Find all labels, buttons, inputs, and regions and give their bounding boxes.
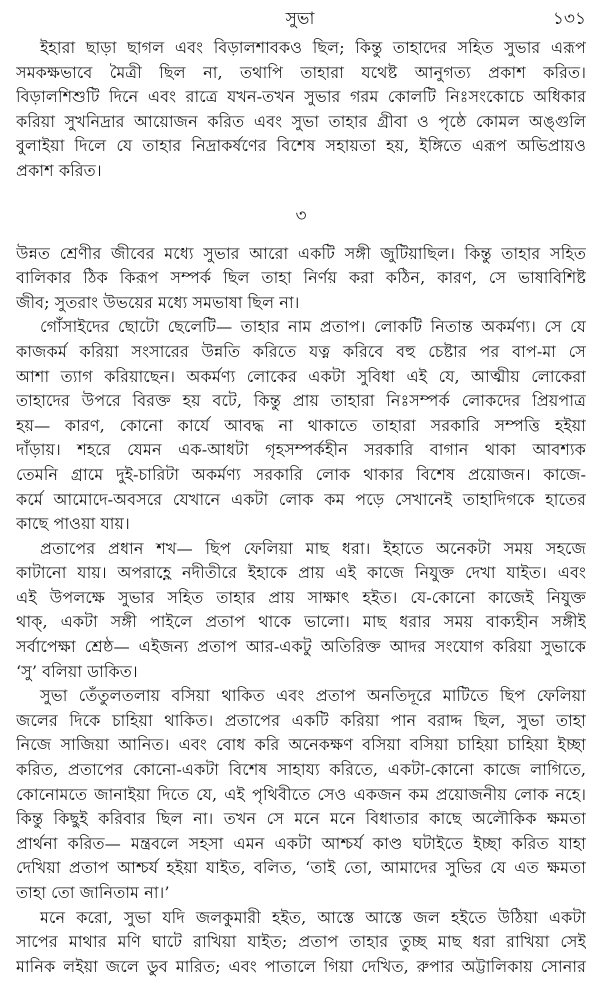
text-line: প্রতাপের প্রধান শখ— ছিপ ফেলিয়া মাছ ধরা। ইহাতে অনেকটা সময় সহজে xyxy=(40,538,586,558)
text-line: প্রকাশ করিত। xyxy=(16,160,102,180)
text-line: জলের দিকে চাহিয়া থাকিত। প্রতাপের একটি করিয়া পান বরাদ্দ ছিল, সুভা তাহা xyxy=(16,710,586,730)
paragraph xyxy=(16,906,586,980)
section-number: ৩ xyxy=(295,205,307,226)
text-line: কাটানো যায়। অপরাহ্ণে নদীতীরে ইহাকে প্রায় এই কাজে নিযুক্ত দেখা যাইত। এবং xyxy=(16,563,586,583)
text-line: সাপের মাথার মণি ঘাটে রাখিয়া যাইত; প্রতাপ তাহার তুচ্ছ মাছ ধরা রাখিয়া সেই xyxy=(16,932,586,952)
text-line: দাঁড়ায়। শহরে যেমন এক-আধটা গৃহসম্পর্কহীন সরকারি বাগান থাকা আবশ্যক xyxy=(16,440,586,460)
text-line: প্রার্থনা করিত— মন্ত্রবলে সহসা এমন একটা আশ্চর্য কাণ্ড ঘটাইতে ইচ্ছা করিত যাহা xyxy=(16,833,586,853)
text-line: কর্মে আমোদে-অবসরে যেখানে একটা লোক কম পড়ে সেখানেই তাহাদিগকে হাতের xyxy=(16,489,586,509)
text-line: সর্বাপেক্ষা শ্রেষ্ঠ— এইজন্য প্রতাপ আর-একটু অতিরিক্ত আদর সংযোগ করিয়া সুভাকে xyxy=(16,637,586,657)
text-line: নিজে সাজিয়া আনিত। এবং বোধ করি অনেকক্ষণ বসিয়া বসিয়া চাহিয়া চাহিয়া ইচ্ছা xyxy=(16,735,586,755)
paragraph xyxy=(16,537,586,685)
paragraph xyxy=(16,36,586,184)
text-line: আশা ত্যাগ করিয়াছেন। অকর্মণ্য লোকের একটা সুবিধা এই যে, আত্মীয় লোকেরা xyxy=(16,366,586,386)
text-line: হয়— কারণ, কোনো কার্যে আবদ্ধ না থাকাতে তাহারা সরকারি সম্পত্তি হইয়া xyxy=(16,415,586,435)
text-line: জীব; সুতরাং উভয়ের মধ্যে সমভাষা ছিল না। xyxy=(16,292,300,312)
text-line: বালিকার ঠিক কিরূপ সম্পর্ক ছিল তাহা নির্ণয় করা কঠিন, কারণ, সে ভাষাবিশিষ্ট xyxy=(16,268,586,288)
page-header xyxy=(0,0,600,36)
paragraph xyxy=(16,684,586,905)
running-title: সুভা xyxy=(285,9,315,29)
text-line: কোনোমতে জানাইয়া দিতে যে, এই পৃথিবীতে সেও একজন কম প্রয়োজনীয় লোক নহে। xyxy=(16,784,586,804)
text-line: উন্নত শ্রেণীর জীবের মধ্যে সুভার আরো একটি সঙ্গী জুটিয়াছিল। কিন্তু তাহার সহিত xyxy=(16,243,586,263)
text-line: দেখিয়া প্রতাপ আশ্চর্য হইয়া যাইত, বলিত, ‘তাই তো, আমাদের সুভির যে এত ক্ষমতা xyxy=(16,858,586,878)
text-line: কিন্তু কিছুই করিবার ছিল না। তখন সে মনে মনে বিধাতার কাছে অলৌকিক ক্ষমতা xyxy=(16,809,586,829)
text-line: থাক্, একটা সঙ্গী পাইলে প্রতাপ থাকে ভালো। মাছ ধরার সময় বাক্যহীন সঙ্গীই xyxy=(16,612,586,632)
text-line: করিত, প্রতাপের কোনো-একটা বিশেষ সাহায্য করিতে, একটা-কোনো কাজে লাগিতে, xyxy=(16,760,586,780)
text-line: মানিক লইয়া জলে ডুব মারিত; এবং পাতালে গিয়া দেখিত, রুপার অট্টালিকায় সোনার xyxy=(16,956,586,976)
text-line: বিড়ালশিশুটি দিনে এবং রাত্রে যখন-তখন সুভার গরম কোলটি নিঃসংকোচে অধিকার xyxy=(16,87,586,107)
page-number: ১৩১ xyxy=(552,9,586,29)
text-line: গোঁসাইদের ছোটো ছেলেটি— তাহার নাম প্রতাপ। লোকটি নিতান্ত অকর্মণ্য। সে যে xyxy=(40,317,586,337)
text-line: সুভা তেঁতুলতলায় বসিয়া থাকিত এবং প্রতাপ অনতিদূরে মাটিতে ছিপ ফেলিয়া xyxy=(40,686,586,706)
text-line: তাহাদের উপরে বিরক্ত হয় বটে, কিন্তু প্রায় তাহারা নিঃসম্পর্ক লোকদের প্রিয়পাত্র xyxy=(16,391,586,411)
paragraph xyxy=(16,242,586,316)
text-line: বুলাইয়া দিলে যে তাহার নিদ্রাকর্ষণের বিশেষ সহায়তা হয়, ইঙ্গিতে এরূপ অভিপ্রায়ও xyxy=(16,136,586,156)
text-line: ইহারা ছাড়া ছাগল এবং বিড়ালশাবকও ছিল; কিন্তু তাহাদের সহিত সুভার এরূপ xyxy=(40,38,586,57)
text-line: এই উপলক্ষে সুভার সহিত তাহার প্রায় সাক্ষাৎ হইত। যে-কোনো কাজেই নিযুক্ত xyxy=(16,587,586,607)
page-body xyxy=(0,36,600,979)
text-line: তাহা তো জানিতাম না।’ xyxy=(16,883,170,902)
paragraph xyxy=(16,315,586,536)
text-line: করিয়া সুখনিদ্রার আয়োজন করিত এবং সুভা তাহার গ্রীবা ও পৃষ্ঠে কোমল অঙ্গুলি xyxy=(16,111,586,131)
text-line: কাছে পাওয়া যায়। xyxy=(16,514,130,534)
text-line: মনে করো, সুভা যদি জলকুমারী হইত, আস্তে আস্তে জল হইতে উঠিয়া একটা xyxy=(40,907,586,927)
text-line: সমকক্ষভাবে মৈত্রী ছিল না, তথাপি তাহারা যথেষ্ট আনুগত্য প্রকাশ করিত। xyxy=(16,62,586,82)
text-line: কাজকর্ম করিয়া সংসারের উন্নতি করিতে যত্ন করিবে বহু চেষ্টার পর বাপ-মা সে xyxy=(16,341,586,361)
text-line: তেমনি গ্রামে দুই-চারিটা অকর্মণ্য সরকারি লোক থাকার বিশেষ প্রয়োজন। কাজে- xyxy=(16,464,586,484)
text-line: ‘সু’ বলিয়া ডাকিত। xyxy=(16,661,138,681)
